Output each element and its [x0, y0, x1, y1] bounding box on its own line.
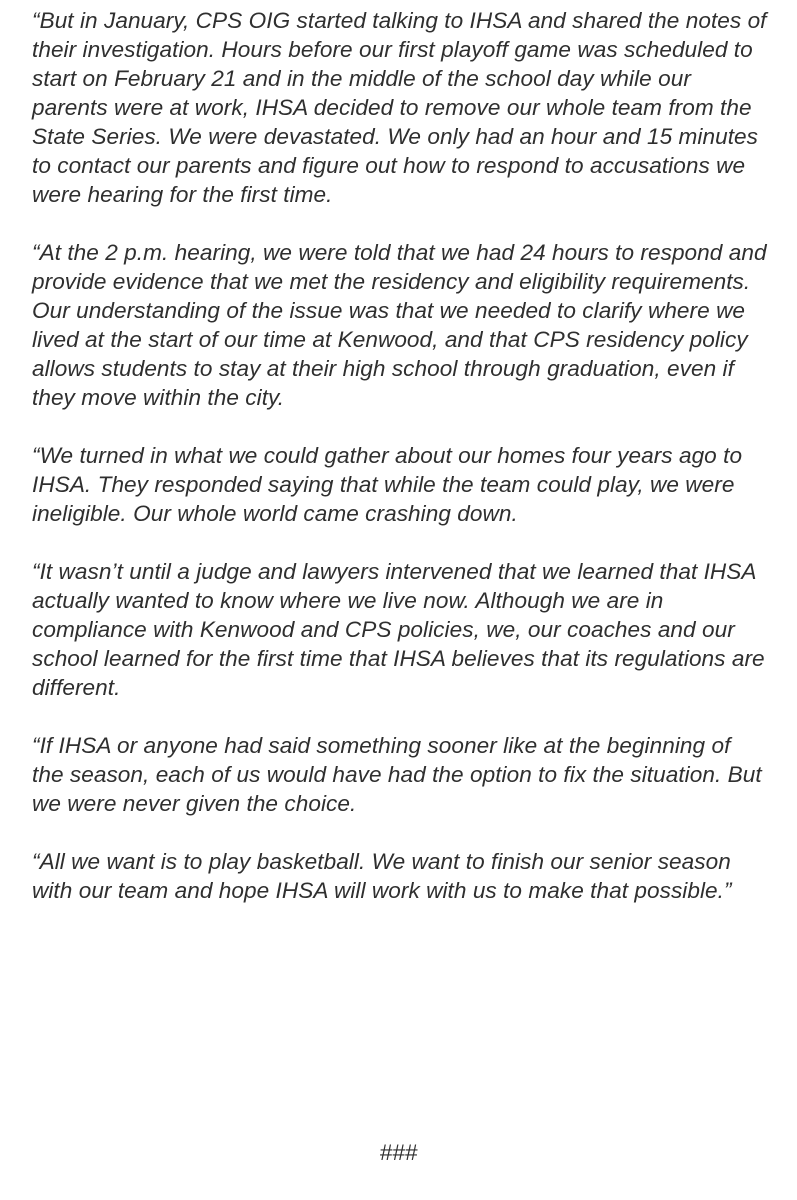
- paragraph-homes-evidence: “We turned in what we could gather about our homes four years ago to IHSA. They responded saying that while the team could play, we were ineligible. Our whole world came crashing down.: [32, 443, 743, 526]
- paragraph-play-basketball: “All we want is to play basketball. We want to finish our senior season with our team and hope IHSA will work with us to make that possible.”: [32, 849, 732, 903]
- paragraph-judge-lawyers: “It wasn’t until a judge and lawyers intervened that we learned that IHSA actually wanted to know where we live now. Although we are in compliance with Kenwood and CPS policies, we, our coaches and our school learned for the first time that IHSA believes that its regulations are different.: [32, 559, 765, 700]
- paragraph-january-investigation: “But in January, CPS OIG started talking to IHSA and shared the notes of their investigation. Hours before our first playoff game was scheduled to start on February 21 and in the middle of the school day while our parents were at work, IHSA decided to remove our whole team from the State Series. We were devastated. We only had an hour and 15 minutes to contact our parents and figure out how to respond to accusations we were hearing for the first time.: [32, 8, 767, 207]
- paragraph-hearing: “At the 2 p.m. hearing, we were told that we had 24 hours to respond and provide evidence that we met the residency and eligibility requirements. Our understanding of the issue was that we needed to clarify where we lived at the start of our time at Kenwood, and that CPS residency policy allows students to stay at their high school through graduation, even if they move within the city.: [32, 240, 767, 410]
- paragraph-sooner: “If IHSA or anyone had said something sooner like at the beginning of the season, each of us would have had the option to fix the situation. But we were never given the choice.: [32, 733, 762, 816]
- end-mark: ###: [379, 1140, 418, 1165]
